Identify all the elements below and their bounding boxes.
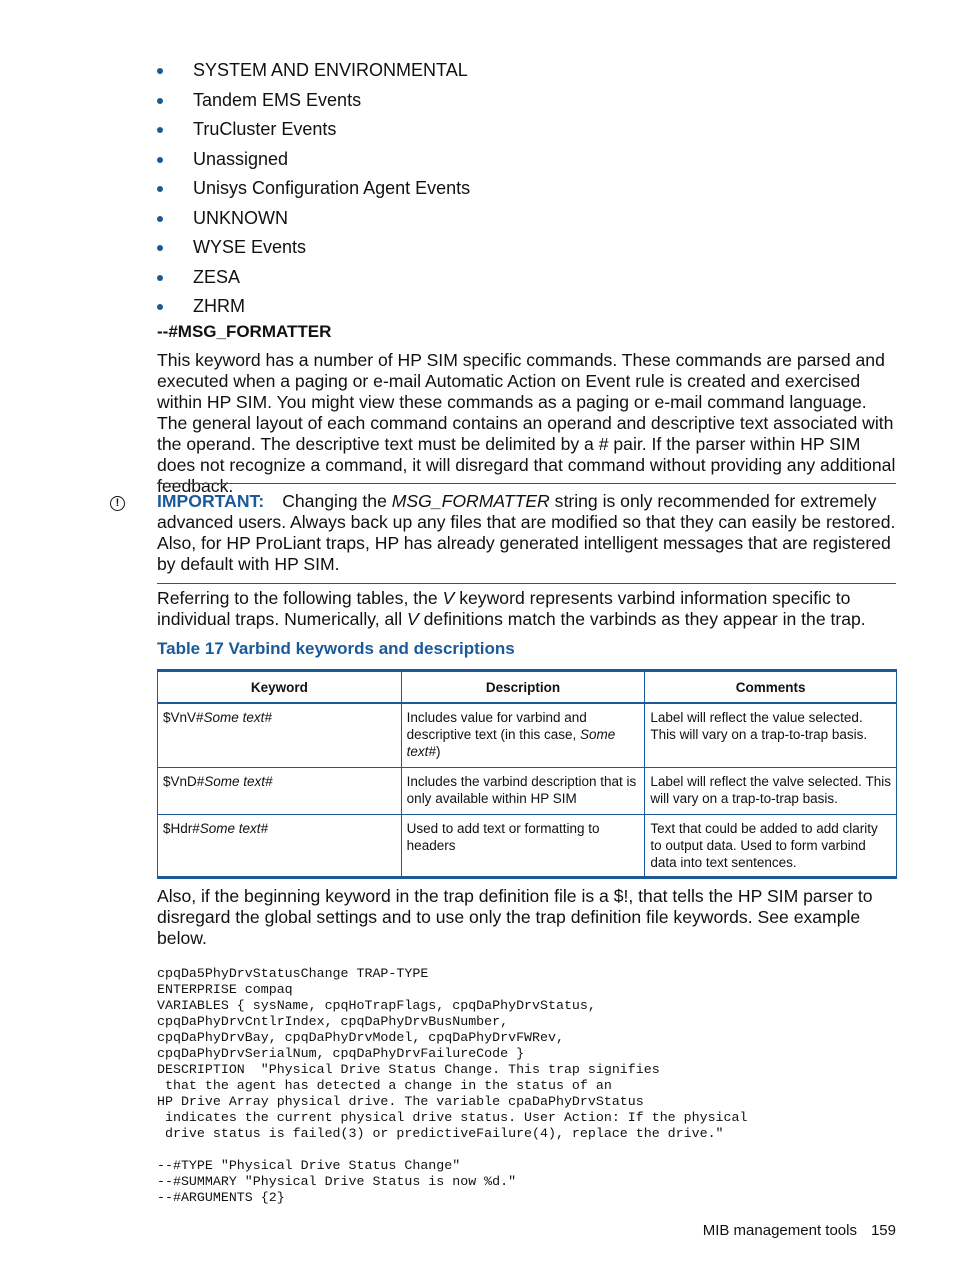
list-item: ZESA xyxy=(157,263,470,293)
description-cell: Used to add text or formatting to headers xyxy=(401,814,645,877)
bullet-icon xyxy=(157,304,163,310)
bullet-icon xyxy=(157,275,163,281)
important-text: Changing the xyxy=(282,491,392,511)
list-item: SYSTEM AND ENVIRONMENTAL xyxy=(157,56,470,86)
table-row xyxy=(158,814,897,877)
important-text-rest: string is only recommended for extremely advanced users. Always back up any files that are modified so that they can easily be restored. Also, for HP ProLiant traps, HP has already generated intelligent messages that are registered by default with HP SIM. xyxy=(157,491,896,574)
list-item: TruCluster Events xyxy=(157,115,470,145)
bullet-icon xyxy=(157,68,163,74)
list-item: WYSE Events xyxy=(157,233,470,263)
description-cell: Includes the varbind description that is only available within HP SIM xyxy=(401,767,645,814)
bullet-icon xyxy=(157,157,163,163)
column-header: Comments xyxy=(645,671,897,704)
important-note xyxy=(157,483,896,584)
list-item: Unassigned xyxy=(157,145,470,175)
bullet-icon xyxy=(157,98,163,104)
keyword-cell: $Hdr#Some text# xyxy=(158,814,402,877)
important-italic: MSG_FORMATTER xyxy=(391,491,550,511)
list-item: UNKNOWN xyxy=(157,204,470,234)
important-icon: ! xyxy=(110,496,125,511)
list-item: Unisys Configuration Agent Events xyxy=(157,174,470,204)
table-row xyxy=(158,703,897,767)
bullet-icon xyxy=(157,216,163,222)
keyword-cell: $VnD#Some text# xyxy=(158,767,402,814)
bullet-list xyxy=(157,56,470,322)
comment-cell: Label will reflect the valve selected. This will vary on a trap-to-trap basis. xyxy=(645,767,897,814)
comment-cell: Label will reflect the value selected. This will vary on a trap-to-trap basis. xyxy=(645,703,897,767)
keyword-cell: $VnV#Some text# xyxy=(158,703,402,767)
footer-section: MIB management tools xyxy=(702,1222,857,1239)
bullet-icon xyxy=(157,127,163,133)
page-footer xyxy=(703,1222,896,1239)
intro-paragraph: This keyword has a number of HP SIM specific commands. These commands are parsed and executed when a paging or e-mail Automatic Action on Event rule is created and exercised within HP SIM. You might view these commands as a paging or e-mail command language. The general layout of each command contains an operand and descriptive text associated with the operand. The descriptive text must be delimited by a # pair. If the parser within HP SIM does not recognize a command, it will disregard that command without providing any additional feedback. xyxy=(157,350,896,496)
list-item: Tandem EMS Events xyxy=(157,86,470,116)
table-header-row xyxy=(158,671,897,704)
page-number: 159 xyxy=(870,1222,896,1239)
table-caption: Table 17 Varbind keywords and descriptions xyxy=(157,639,515,658)
column-header: Description xyxy=(401,671,645,704)
comment-cell: Text that could be added to add clarity to output data. Used to form varbind data into text sentences. xyxy=(645,814,897,877)
code-example: cpqDa5PhyDrvStatusChange TRAP-TYPE ENTERPRISE compaq VARIABLES { sysName, cpqHoTrapFlags, cpqDaPhyDrvStatus, cpqDaPhyDrvCntlrIndex, cpqDaPhyDrvBusNumber, cpqDaPhyDrvBay, cpqDaPhyDrvModel, cpqDaPhyDrvFWRev, cpqDaPhyDrvSerialNum, cpqDaPhyDrvFailureCode } DESCRIPTION "Physical Drive Status Change. This trap signifies that the agent has detected a change in the status of an HP Drive Array physical drive. The variable cpaDaPhyDrvStatus indicates the current physical drive status. User Action: If the physical drive status is failed(3) or predictiveFailure(4), replace the drive." --#TYPE "Physical Drive Status Change" --#SUMMARY "Physical Drive Status is now %d." --#ARGUMENTS {2} xyxy=(157,966,748,1205)
parser-paragraph: Also, if the beginning keyword in the trap definition file is a $!, that tells the HP SIM parser to disregard the global settings and to use only the trap definition file keywords. See example below. xyxy=(157,886,873,948)
column-header: Keyword xyxy=(158,671,402,704)
bullet-icon xyxy=(157,186,163,192)
varbind-table xyxy=(157,669,897,879)
list-item: ZHRM xyxy=(157,292,470,322)
section-heading: --#MSG_FORMATTER xyxy=(157,322,332,341)
bullet-icon xyxy=(157,245,163,251)
varbind-paragraph: Referring to the following tables, the V keyword represents varbind information specific to individual traps. Numerically, all V definitions match the varbinds as they appear in the trap. xyxy=(157,588,866,629)
description-cell: Includes value for varbind and descriptive text (in this case, Some text#) xyxy=(401,703,645,767)
important-label: IMPORTANT: xyxy=(157,491,265,511)
table-row xyxy=(158,767,897,814)
